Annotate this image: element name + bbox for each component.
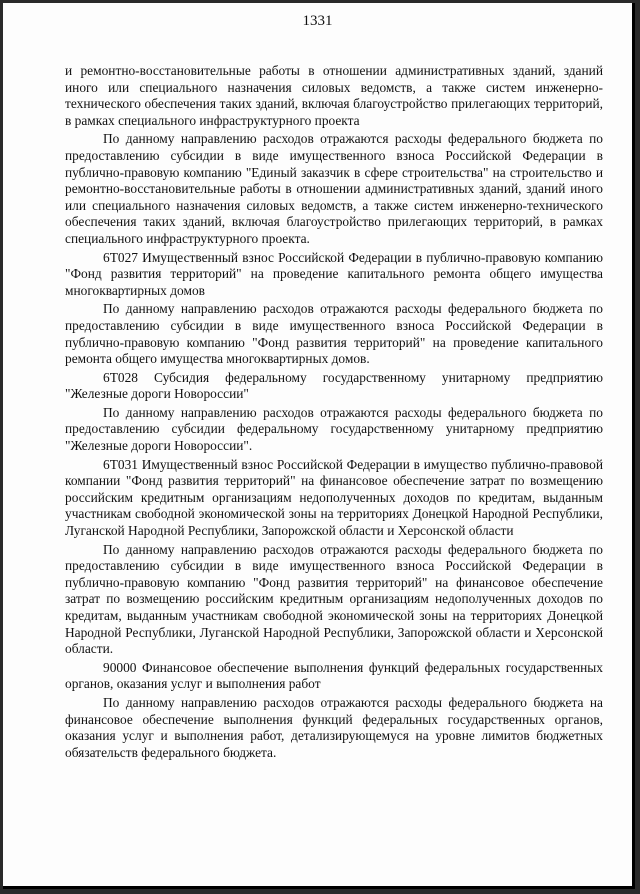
section-heading-6t027: 6Т027 Имущественный взнос Российской Федерации в публично-правовую компанию "Фонд развития территорий" на проведение капитального ремонта общего имущества многоквартирных домов — [65, 249, 603, 298]
paragraph: По данному направлению расходов отражаются расходы федерального бюджета по предоставлению субсидии в виде имущественного взноса Российской Федерации в публично-правовую компанию "Фонд развития территорий" на финансовое обеспечение затрат по возмещению российским кредитным организациям недополученных доходов по кредитам, выданным участникам свободной экономической зоны на территориях Донецкой Народной Республики, Луганской Народной Республики, Запорожской области и Херсонской области. — [65, 541, 603, 657]
paragraph: По данному направлению расходов отражаются расходы федерального бюджета на финансовое обеспечение выполнения функций федеральных государственных органов, оказания услуг и выполнения работ, детализирующемуся на уровне лимитов бюджетных обязательств федерального бюджета. — [65, 694, 603, 760]
paragraph: По данному направлению расходов отражаются расходы федерального бюджета по предоставлению субсидии в виде имущественного взноса Российской Федерации в публично-правовую компанию "Единый заказчик в сфере строительства" на строительство и ремонтно-восстановительные работы в отношении административных зданий, зданий иного или специального назначения силовых ведомств, а также систем инженерно-технического обеспечения таких зданий, включая благоустройство прилегающих территорий, в рамках специального инфраструктурного проекта. — [65, 131, 603, 246]
paragraph: По данному направлению расходов отражаются расходы федерального бюджета по предоставлению субсидии в виде имущественного взноса Российской Федерации в публично-правовую компанию "Фонд развития территорий" на проведение капитального ремонта общего имущества многоквартирных домов. — [65, 301, 603, 367]
paragraph: По данному направлению расходов отражаются расходы федерального бюджета по предоставлению субсидии федеральному государственному унитарному предприятию "Железные дороги Новороссии". — [65, 404, 603, 454]
page-number: 1331 — [302, 13, 333, 29]
section-heading-90000: 90000 Финансовое обеспечение выполнения функций федеральных государственных органов, оказания услуг и выполнения работ — [65, 659, 603, 692]
document-page — [3, 3, 635, 889]
section-heading-6t031: 6Т031 Имущественный взнос Российской Федерации в имущество публично-правовой компании "Фонд развития территорий" на финансовое обеспечение затрат по возмещению российским кредитным организациям недополученных доходов по кредитам, выданным участникам свободной экономической зоны на территориях Донецкой Народной Республики, Луганской Народной Республики, Запорожской области и Херсонской области — [65, 456, 603, 539]
paragraph-continuation: и ремонтно-восстановительные работы в отношении административных зданий, зданий иного или специального назначения силовых ведомств, а также систем инженерно-технического обеспечения таких зданий, включая благоустройство прилегающих территорий, в рамках специального инфраструктурного проекта — [65, 63, 603, 128]
document-body — [65, 63, 603, 763]
section-heading-6t028: 6Т028 Субсидия федеральному государственному унитарному предприятию "Железные дороги Новороссии" — [65, 369, 603, 402]
